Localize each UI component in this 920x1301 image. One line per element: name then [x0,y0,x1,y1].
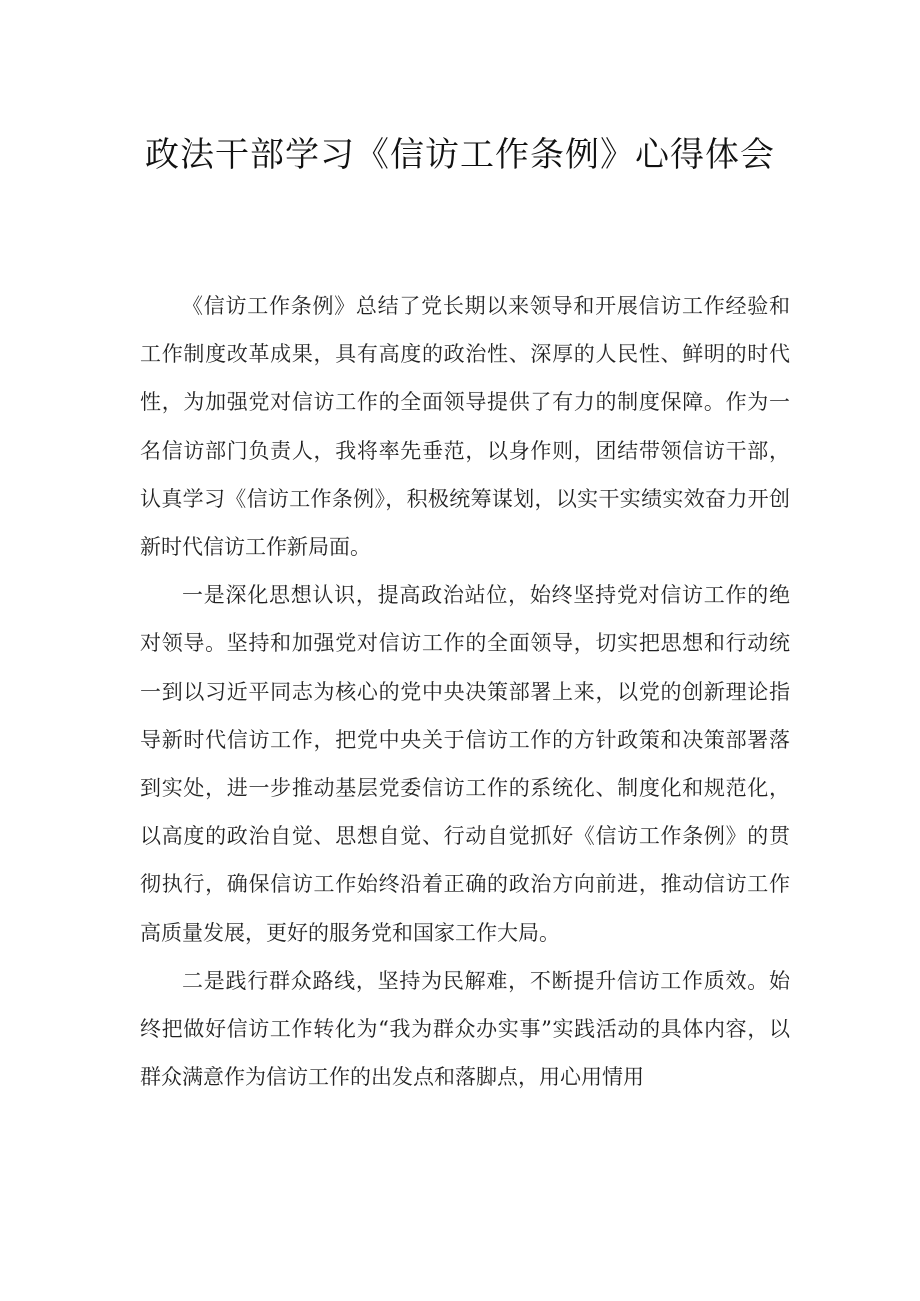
paragraph-intro: 《信访工作条例》总结了党长期以来领导和开展信访工作经验和工作制度改革成果，具有高度的政治性、深厚的人民性、鲜明的时代性，为加强党对信访工作的全面领导提供了有力的制度保障。作为一名信访部门负责人，我将率先垂范，以身作则，团结带领信访干部，认真学习《信访工作条例》，积极统筹谋划，以实干实绩实效奋力开创新时代信访工作新局面。 [140,294,790,560]
document-body [140,282,790,1101]
document-title: 政法干部学习《信访工作条例》心得体会 [145,135,775,175]
paragraph-point-two: 二是践行群众路线，坚持为民解难，不断提升信访工作质效。始终把做好信访工作转化为“我为群众办实事”实践活动的具体内容，以群众满意作为信访工作的出发点和落脚点，用心用情用 [140,968,790,1090]
paragraph-point-one: 一是深化思想认识，提高政治站位，始终坚持党对信访工作的绝对领导。坚持和加强党对信访工作的全面领导，切实把思想和行动统一到以习近平同志为核心的党中央决策部署上来，以党的创新理论指导新时代信访工作，把党中央关于信访工作的方针政策和决策部署落到实处，进一步推动基层党委信访工作的系统化、制度化和规范化，以高度的政治自觉、思想自觉、行动自觉抓好《信访工作条例》的贯彻执行，确保信访工作始终沿着正确的政治方向前进，推动信访工作高质量发展，更好的服务党和国家工作大局。 [140,583,790,945]
